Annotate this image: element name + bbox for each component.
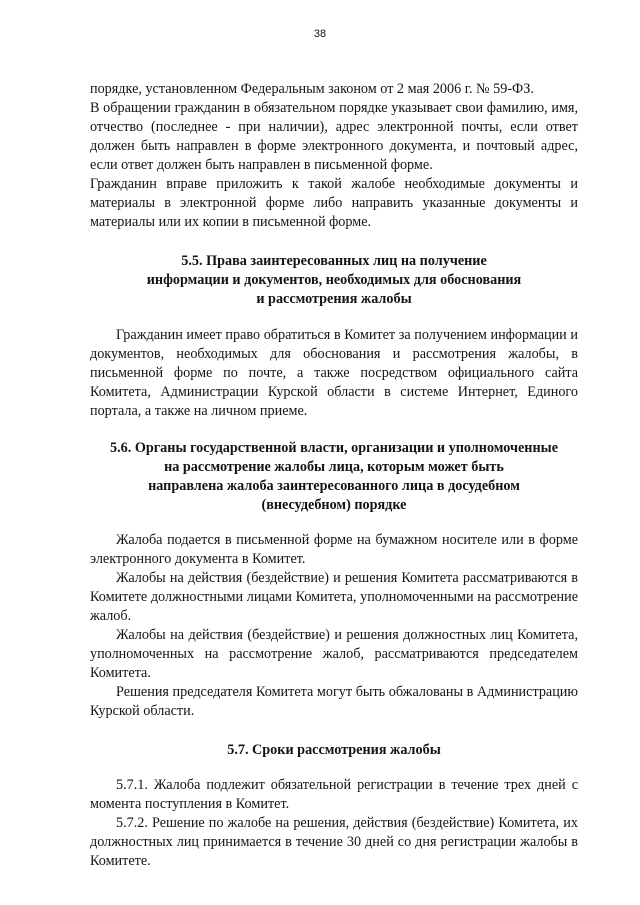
heading-line: направлена жалоба заинтересованного лица в досудебном (148, 478, 520, 494)
section-heading-5-7 (90, 741, 578, 760)
heading-line: 5.7. Сроки рассмотрения жалобы (227, 742, 441, 758)
paragraph: 5.7.1. Жалоба подлежит обязательной регистрации в течение трех дней с момента поступления в Комитет. (90, 777, 578, 812)
section-heading-5-5 (90, 252, 578, 309)
heading-line: на рассмотрение жалобы лица, которым может быть (164, 459, 504, 475)
paragraph: Гражданин вправе приложить к такой жалобе необходимые документы и материалы в электронной форме либо направить указанные документы и материалы или их копии в письменной форме. (90, 176, 578, 230)
paragraph: Жалобы на действия (бездействие) и решения должностных лиц Комитета, уполномоченных на рассмотрение жалоб, рассматриваются председателем Комитета. (90, 627, 578, 681)
section-heading-5-6 (90, 439, 578, 515)
paragraph: Гражданин имеет право обратиться в Комитет за получением информации и документов, необходимых для обоснования и рассмотрения жалобы, в письменной форме по почте, а также посредством официального сайта Комитета, Администрации Курской области в системе Интернет, Единого портала, а также на личном приеме. (90, 327, 578, 419)
heading-line: 5.5. Права заинтересованных лиц на получение (181, 253, 487, 269)
paragraph: Жалоба подается в письменной форме на бумажном носителе или в форме электронного документа в Комитет. (90, 532, 578, 567)
page-number: 38 (313, 28, 327, 40)
document-body (90, 80, 578, 871)
paragraph: 5.7.2. Решение по жалобе на решения, действия (бездействие) Комитета, их должностных лиц принимается в течение 30 дней со дня регистрации жалобы в Комитете. (90, 815, 578, 869)
heading-line: 5.6. Органы государственной власти, организации и уполномоченные (109, 440, 558, 456)
heading-line: информации и документов, необходимых для обоснования (146, 272, 522, 288)
heading-line: и рассмотрения жалобы (256, 291, 412, 307)
paragraph: В обращении гражданин в обязательном порядке указывает свои фамилию, имя, отчество (последнее - при наличии), адрес электронной почты, если ответ должен быть направлен в форме электронного документа, и почтовый адрес, если ответ должен быть направлен в письменной форме. (90, 100, 578, 173)
heading-line: (внесудебном) порядке (261, 497, 407, 513)
paragraph: порядке, установленном Федеральным законом от 2 мая 2006 г. № 59-ФЗ. (90, 81, 534, 97)
paragraph: Жалобы на действия (бездействие) и решения Комитета рассматриваются в Комитете должностными лицами Комитета, уполномоченными на рассмотрение жалоб. (90, 570, 578, 624)
paragraph: Решения председателя Комитета могут быть обжалованы в Администрацию Курской области. (90, 684, 578, 719)
